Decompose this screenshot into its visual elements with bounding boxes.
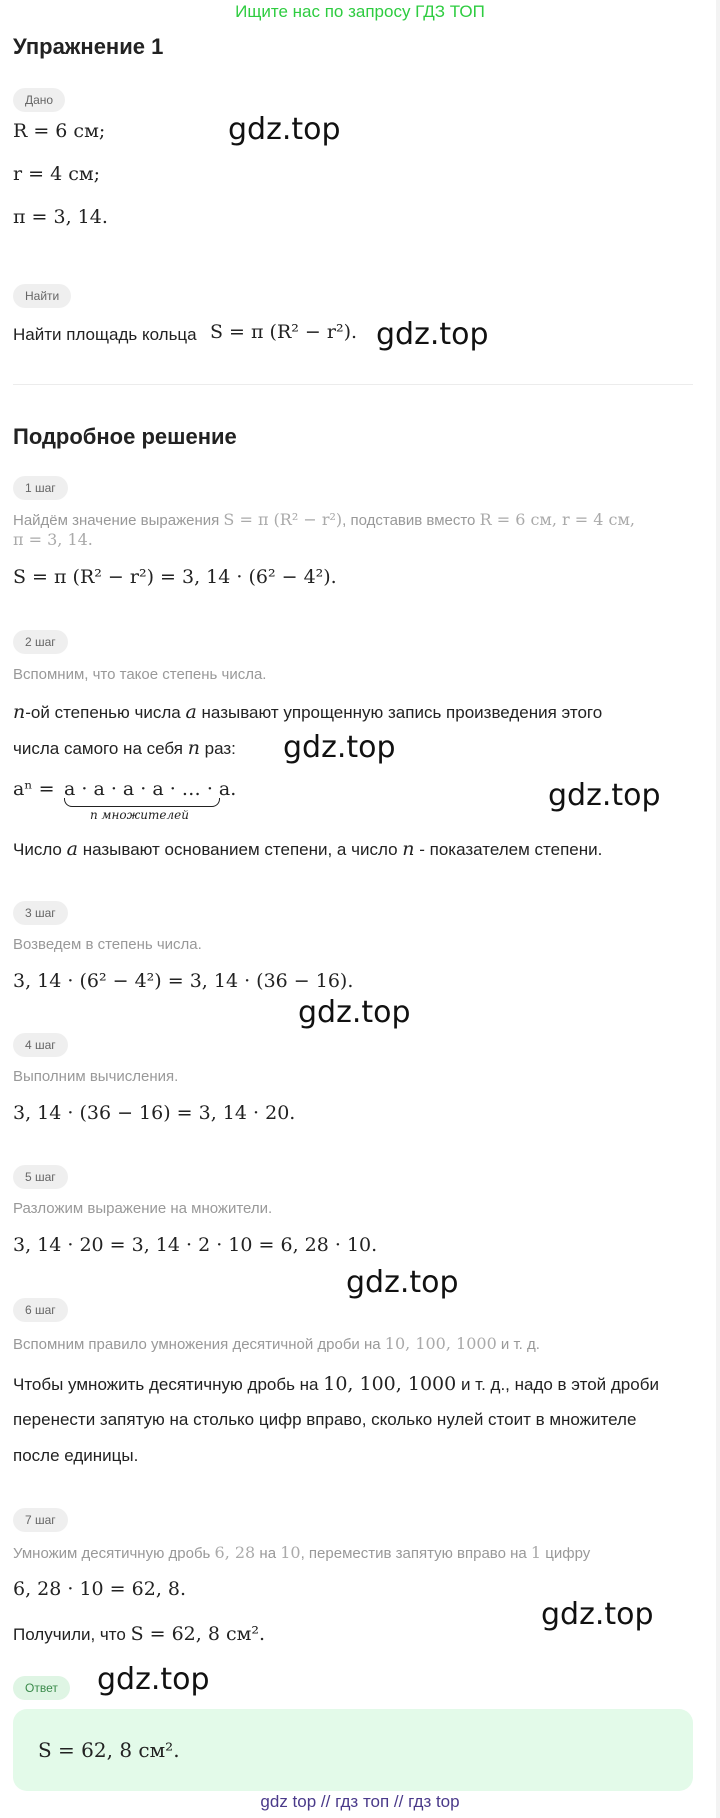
step-7-conclusion: Получили, что S = 62, 8 см². [13, 1623, 266, 1645]
page-title: Упражнение 1 [13, 34, 164, 59]
step-2-chip: 2 шаг [13, 630, 68, 654]
step-1-hint: Найдём значение выражения S = π (R² − r²), подставив вместо R = 6 см, r = 4 см, [13, 510, 636, 529]
find-formula: S = π (R² − r²). [210, 321, 358, 343]
underbrace [64, 798, 220, 807]
underbrace-label: n множителей [90, 808, 189, 822]
watermark: gdz.top [376, 317, 489, 352]
step-7-chip: 7 шаг [13, 1508, 68, 1532]
watermark: gdz.top [228, 112, 341, 147]
step-3-chip: 3 шаг [13, 901, 68, 925]
given-line-1: R = 6 см; [13, 120, 106, 142]
footer-links[interactable]: gdz top // гдз топ // гдз top [260, 1792, 460, 1811]
top-banner: Ищите нас по запросу ГДЗ ТОП [235, 2, 485, 21]
step-2-hint: Вспомним, что такое степень числа. [13, 666, 267, 683]
answer-chip: Ответ [13, 1676, 70, 1700]
find-chip: Найти [13, 284, 71, 308]
step-5-result: 3, 14 · 20 = 3, 14 · 2 · 10 = 6, 28 · 10. [13, 1234, 378, 1256]
page-edge [716, 0, 720, 1818]
watermark: gdz.top [541, 1597, 654, 1632]
step-6-paragraph-1: Чтобы умножить десятичную дробь на 10, 100, 1000 и т. д., надо в этой дроби [13, 1373, 659, 1395]
given-chip: Дано [13, 88, 65, 112]
answer-formula: S = 62, 8 см². [38, 1738, 180, 1762]
solution-title: Подробное решение [13, 424, 237, 449]
given-line-2: r = 4 см; [13, 163, 101, 185]
step-6-hint: Вспомним правило умножения десятичной дроби на 10, 100, 1000 и т. д. [13, 1334, 540, 1353]
step-4-result: 3, 14 · (36 − 16) = 3, 14 · 20. [13, 1102, 296, 1124]
step-5-hint: Разложим выражение на множители. [13, 1200, 273, 1217]
step-5-chip: 5 шаг [13, 1165, 68, 1189]
step-6-paragraph-3: после единицы. [13, 1446, 139, 1465]
step-6-chip: 6 шаг [13, 1298, 68, 1322]
watermark: gdz.top [283, 730, 396, 765]
step-4-chip: 4 шаг [13, 1033, 68, 1057]
step-7-hint: Умножим десятичную дробь 6, 28 на 10, переместив запятую вправо на 1 цифру [13, 1543, 591, 1562]
step-3-result: 3, 14 · (6² − 4²) = 3, 14 · (36 − 16). [13, 970, 354, 992]
step-1-result: S = π (R² − r²) = 3, 14 · (6² − 4²). [13, 566, 337, 588]
watermark: gdz.top [346, 1265, 459, 1300]
power-formula-lhs: aⁿ = [13, 778, 55, 800]
step-1-hint-pi: π = 3, 14. [13, 530, 93, 549]
power-formula-rhs: a · a · a · a · … · a. [64, 778, 237, 800]
step-7-result: 6, 28 · 10 = 62, 8. [13, 1578, 187, 1600]
step-2-paragraph-3: Число a называют основанием степени, а число n - показателем степени. [13, 838, 603, 860]
step-6-paragraph-2: перенести запятую на столько цифр вправо, сколько нулей стоит в множителе [13, 1410, 637, 1429]
step-2-paragraph-2: числа самого на себя n раз: [13, 737, 236, 759]
given-line-3: π = 3, 14. [13, 206, 108, 228]
watermark: gdz.top [548, 778, 661, 813]
find-text: Найти площадь кольца [13, 325, 197, 344]
step-1-chip: 1 шаг [13, 476, 68, 500]
step-4-hint: Выполним вычисления. [13, 1068, 179, 1085]
divider [13, 384, 693, 385]
step-3-hint: Возведем в степень числа. [13, 936, 202, 953]
watermark: gdz.top [97, 1662, 210, 1697]
watermark: gdz.top [298, 995, 411, 1030]
step-2-paragraph-1: n-ой степенью числа a называют упрощенную запись произведения этого [13, 701, 603, 723]
